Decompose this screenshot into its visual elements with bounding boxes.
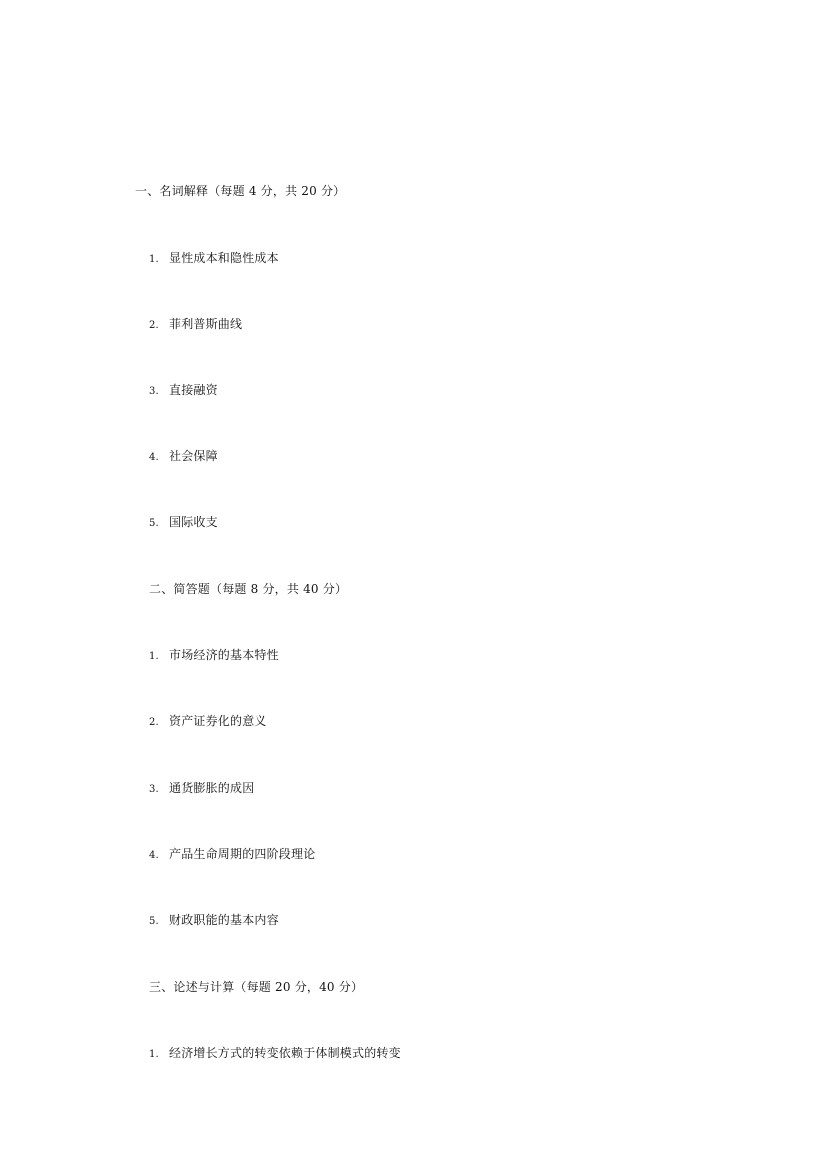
list-item <box>149 514 218 532</box>
item-text: 国际收支 <box>169 515 218 529</box>
item-number: 5. <box>149 916 159 927</box>
list-item <box>149 382 218 400</box>
item-number: 1. <box>149 254 159 265</box>
item-text: 产品生命周期的四阶段理论 <box>169 847 316 861</box>
list-item <box>149 846 315 864</box>
item-text: 显性成本和隐性成本 <box>169 251 279 265</box>
list-item <box>149 780 254 798</box>
item-number: 2. <box>149 717 159 728</box>
list-item <box>149 647 279 665</box>
item-text: 通货膨胀的成因 <box>169 781 255 795</box>
list-item <box>149 448 218 466</box>
item-number: 4. <box>149 452 159 463</box>
list-item <box>149 713 267 731</box>
item-number: 3. <box>149 784 159 795</box>
item-number: 2. <box>149 320 159 331</box>
list-item <box>149 1045 401 1063</box>
item-number: 1. <box>149 651 159 662</box>
list-item <box>149 316 242 334</box>
item-number: 5. <box>149 518 159 529</box>
item-text: 财政职能的基本内容 <box>169 913 279 927</box>
item-number: 1. <box>149 1049 159 1060</box>
list-item <box>149 250 279 268</box>
item-text: 社会保障 <box>169 449 218 463</box>
item-text: 菲利普斯曲线 <box>169 317 243 331</box>
item-text: 市场经济的基本特性 <box>169 648 279 662</box>
section-heading-2: 二、简答题（每题 8 分，共 40 分） <box>149 582 348 596</box>
item-text: 直接融资 <box>169 383 218 397</box>
section-heading-1: 一、名词解释（每题 4 分，共 20 分） <box>135 184 346 198</box>
item-text: 经济增长方式的转变依赖于体制模式的转变 <box>169 1046 401 1060</box>
item-number: 4. <box>149 850 159 861</box>
item-text: 资产证券化的意义 <box>169 714 267 728</box>
item-number: 3. <box>149 386 159 397</box>
section-heading-3: 三、论述与计算（每题 20 分，40 分） <box>149 980 364 994</box>
list-item <box>149 912 279 930</box>
